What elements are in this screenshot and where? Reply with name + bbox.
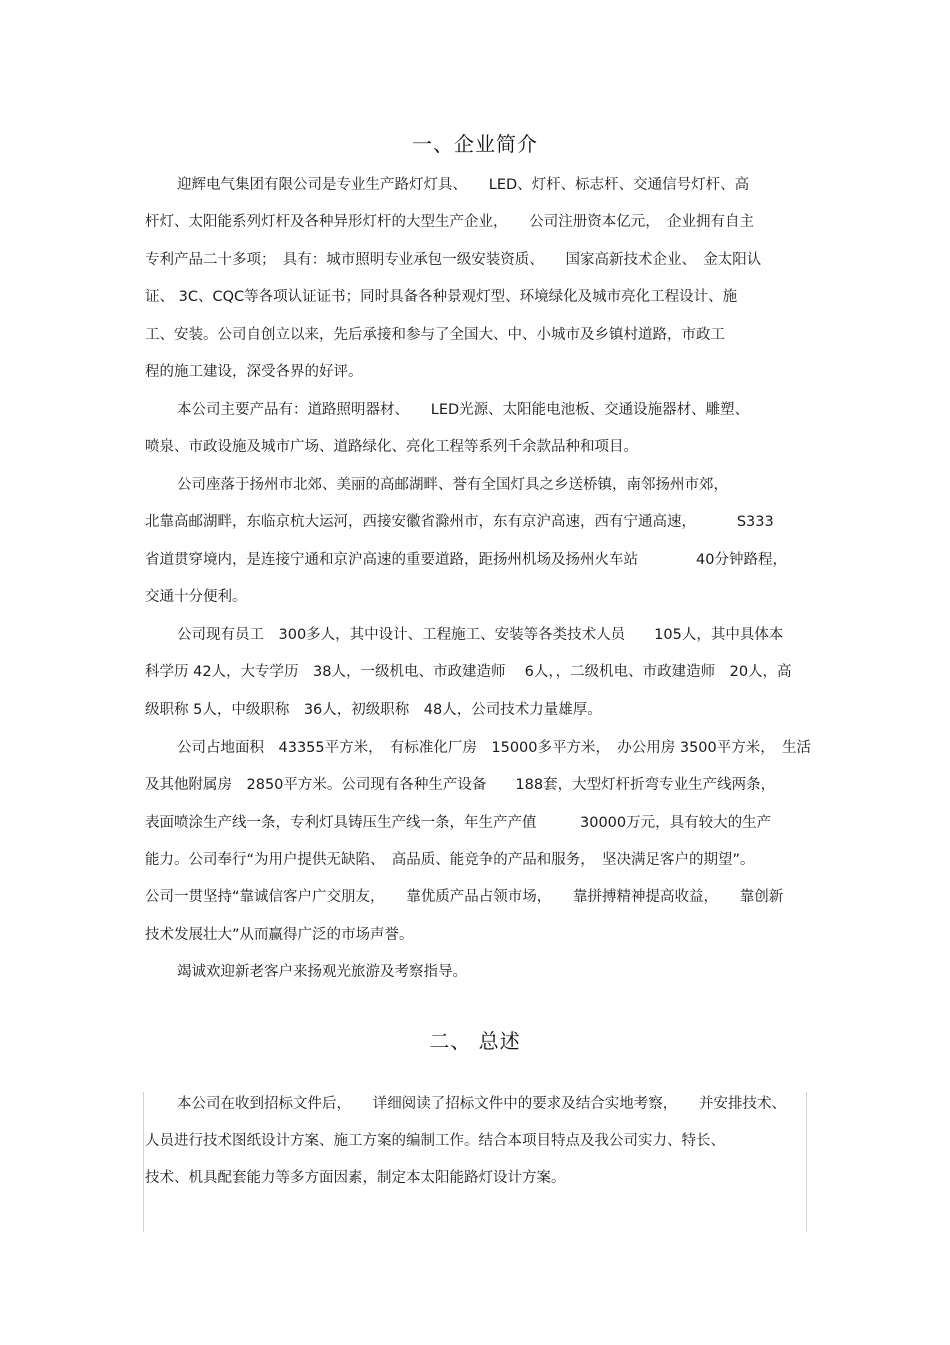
paragraph-1-line-4: 证、 3C、CQC等各项认证证书；同时具备各种景观灯型、环境绿化及城市亮化工程设计、施 bbox=[145, 289, 738, 305]
paragraph-1-line-3: 专利产品二十多项； 具有：城市照明专业承包一级安装资质、 国家高新技术企业、 金太阳认 bbox=[145, 252, 762, 268]
overview-line-3: 技术、机具配套能力等多方面因素，制定本太阳能路灯设计方案。 bbox=[145, 1170, 566, 1186]
paragraph-3-line-3: 省道贯穿境内，是连接宁通和京沪高速的重要道路，距扬州机场及扬州火车站 40分钟路程， bbox=[145, 552, 787, 568]
paragraph-5-line-3: 表面喷涂生产线一条，专利灯具铸压生产线一条，年生产产值 30000万元，具有较大的生产 bbox=[145, 815, 772, 831]
paragraph-2-line-2: 喷泉、市政设施及城市广场、道路绿化、亮化工程等系列千余款品种和项目。 bbox=[145, 439, 638, 455]
paragraph-3-line-2: 北靠高邮湖畔，东临京杭大运河，西接安徽省滁州市，东有京沪高速，西有宁通高速， S333 bbox=[145, 514, 774, 530]
paragraph-4-line-3: 级职称 5人，中级职称 36人，初级职称 48人，公司技术力量雄厚。 bbox=[145, 702, 602, 718]
paragraph-4-line-1: 公司现有员工 300多人，其中设计、工程施工、安装等各类技术人员 105人，其中具体本 bbox=[177, 627, 784, 643]
paragraph-2-line-1: 本公司主要产品有：道路照明器材、 LED光源、太阳能电池板、交通设施器材、雕塑、 bbox=[177, 402, 750, 418]
paragraph-1-line-5: 工、安装。公司自创立以来，先后承接和参与了全国大、中、小城市及乡镇村道路，市政工 bbox=[145, 327, 725, 343]
section-heading-overview: 二、 总述 bbox=[429, 1029, 521, 1053]
paragraph-5-line-1: 公司占地面积 43355平方米， 有标准化厂房 15000多平方米， 办公用房 3500平方米， 生活 bbox=[177, 740, 812, 756]
paragraph-5-line-5: 公司一贯坚持“靠诚信客户广交朋友， 靠优质产品占领市场， 靠拼搏精神提高收益， 靠创新 bbox=[145, 889, 784, 905]
paragraph-4-line-2: 科学历 42人，大专学历 38人，一级机电、市政建造师 6人，，二级机电、市政建造师 20人，高 bbox=[145, 664, 792, 680]
paragraph-1-line-1: 迎辉电气集团有限公司是专业生产路灯灯具、 LED、灯杆、标志杆、交通信号灯杆、高 bbox=[177, 177, 750, 193]
paragraph-5-line-2: 及其他附属房 2850平方米。公司现有各种生产设备 188套，大型灯杆折弯专业生产线两条， bbox=[145, 777, 776, 793]
paragraph-3-line-1: 公司座落于扬州市北郊、美丽的高邮湖畔、誉有全国灯具之乡送桥镇，南邻扬州市郊， bbox=[177, 477, 728, 493]
paragraph-5-line-6: 技术发展壮大”从而赢得广泛的市场声誉。 bbox=[145, 927, 414, 943]
paragraph-1-line-2: 杆灯、太阳能系列灯杆及各种异形灯杆的大型生产企业， 公司注册资本亿元， 企业拥有自主 bbox=[145, 214, 754, 230]
overview-line-1: 本公司在收到招标文件后， 详细阅读了招标文件中的要求及结合实地考察， 并安排技术、 bbox=[177, 1096, 786, 1112]
section-heading-company-profile: 一、企业简介 bbox=[412, 132, 538, 156]
left-table-border bbox=[143, 1092, 144, 1232]
paragraph-6-line-1: 竭诚欢迎新老客户来扬观光旅游及考察指导。 bbox=[177, 964, 467, 980]
paragraph-1-line-6: 程的施工建设，深受各界的好评。 bbox=[145, 364, 363, 380]
overview-line-2: 人员进行技术图纸设计方案、施工方案的编制工作。结合本项目特点及我公司实力、特长、 bbox=[145, 1133, 725, 1149]
paragraph-5-line-4: 能力。公司奉行“为用户提供无缺陷、 高品质、能竞争的产品和服务， 坚决满足客户的期望”。 bbox=[145, 852, 755, 868]
paragraph-3-line-4: 交通十分便利。 bbox=[145, 589, 247, 605]
